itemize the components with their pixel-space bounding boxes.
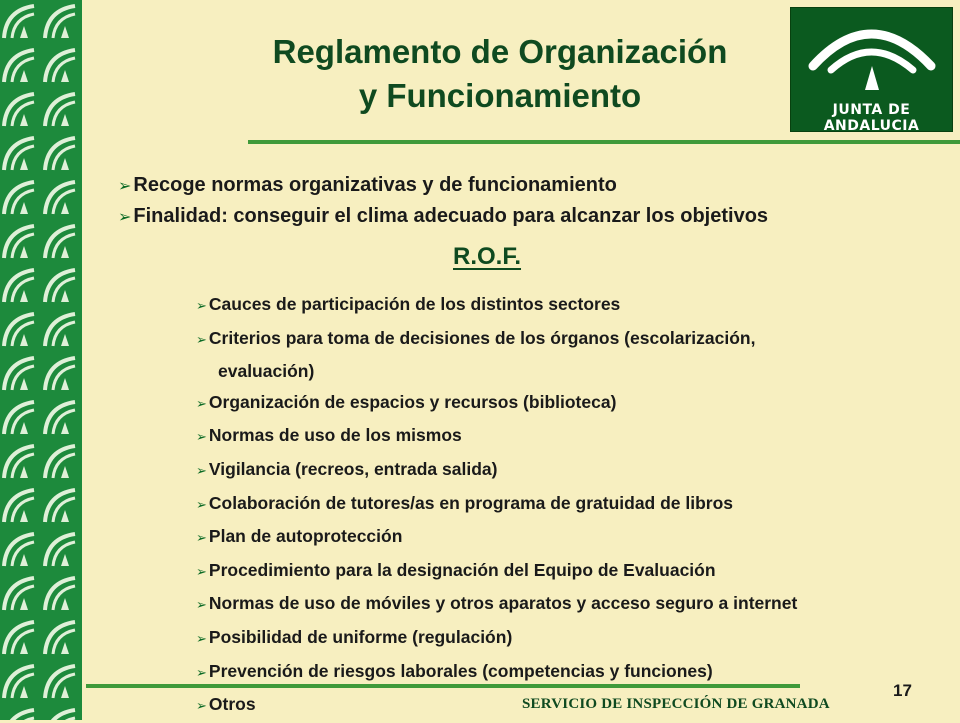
- list-item: ➢ Colaboración de tutores/as en programa de gratuidad de libros: [196, 488, 797, 522]
- list-item: ➢ Cauces de participación de los distintos sectores: [196, 289, 797, 323]
- list-item: ➢ Recoge normas organizativas y de funcionamiento: [118, 170, 768, 201]
- list-item: ➢ Normas de uso de móviles y otros aparatos y acceso seguro a internet: [196, 588, 797, 622]
- decorative-side-band: [0, 0, 82, 720]
- list-item: ➢ Posibilidad de uniforme (regulación): [196, 622, 797, 656]
- arrow-bullet-icon: ➢: [196, 564, 207, 580]
- list-item: ➢ Procedimiento para la designación del Equipo de Evaluación: [196, 555, 797, 589]
- arrow-bullet-icon: ➢: [196, 631, 207, 647]
- junta-andalucia-logo: [790, 7, 953, 132]
- list-item-continuation: evaluación): [218, 361, 315, 382]
- andalucia-arch-pattern-icon: [0, 0, 82, 720]
- logo-text: JUNTA DE ANDALUCIA: [823, 102, 920, 134]
- footer-divider: [86, 684, 800, 688]
- list-item: ➢ Vigilancia (recreos, entrada salida): [196, 454, 797, 488]
- arrow-bullet-icon: ➢: [196, 332, 207, 348]
- list-item: ➢ Prevención de riesgos laborales (competencias y funciones): [196, 656, 797, 690]
- arrow-bullet-icon: ➢: [196, 463, 207, 479]
- arrow-bullet-icon: ➢: [196, 396, 207, 412]
- arrow-bullet-icon: ➢: [196, 299, 207, 314]
- arrow-bullet-icon: ➢: [196, 430, 207, 446]
- rof-subheading: R.O.F.: [453, 243, 522, 270]
- arrow-bullet-icon: ➢: [196, 665, 207, 681]
- rof-bullet-list: [196, 289, 797, 723]
- arrow-bullet-icon: ➢: [118, 176, 132, 195]
- footer-text: SERVICIO DE INSPECCIÓN DE GRANADA: [522, 696, 830, 712]
- title-line-1: Reglamento de Organización: [272, 33, 728, 70]
- slide-title: [200, 30, 800, 118]
- title-divider: [248, 140, 960, 144]
- page-number: 17: [893, 681, 912, 700]
- arrow-bullet-icon: ➢: [118, 207, 132, 226]
- arrow-bullet-icon: ➢: [196, 699, 207, 715]
- list-item: ➢ Organización de espacios y recursos (biblioteca): [196, 387, 797, 421]
- list-item: ➢ Criterios para toma de decisiones de los órganos (escolarización,: [196, 323, 797, 357]
- list-item: ➢ Normas de uso de los mismos: [196, 420, 797, 454]
- main-bullet-list: [118, 170, 768, 232]
- arrow-bullet-icon: ➢: [196, 497, 207, 513]
- arrow-bullet-icon: ➢: [196, 598, 207, 614]
- list-item: ➢ Plan de autoprotección: [196, 521, 797, 555]
- title-line-2: y Funcionamiento: [358, 77, 642, 114]
- arrow-bullet-icon: ➢: [196, 531, 207, 547]
- list-item: ➢ Finalidad: conseguir el clima adecuado para alcanzar los objetivos: [118, 201, 768, 232]
- list-item: ➢ Otros: [196, 689, 797, 723]
